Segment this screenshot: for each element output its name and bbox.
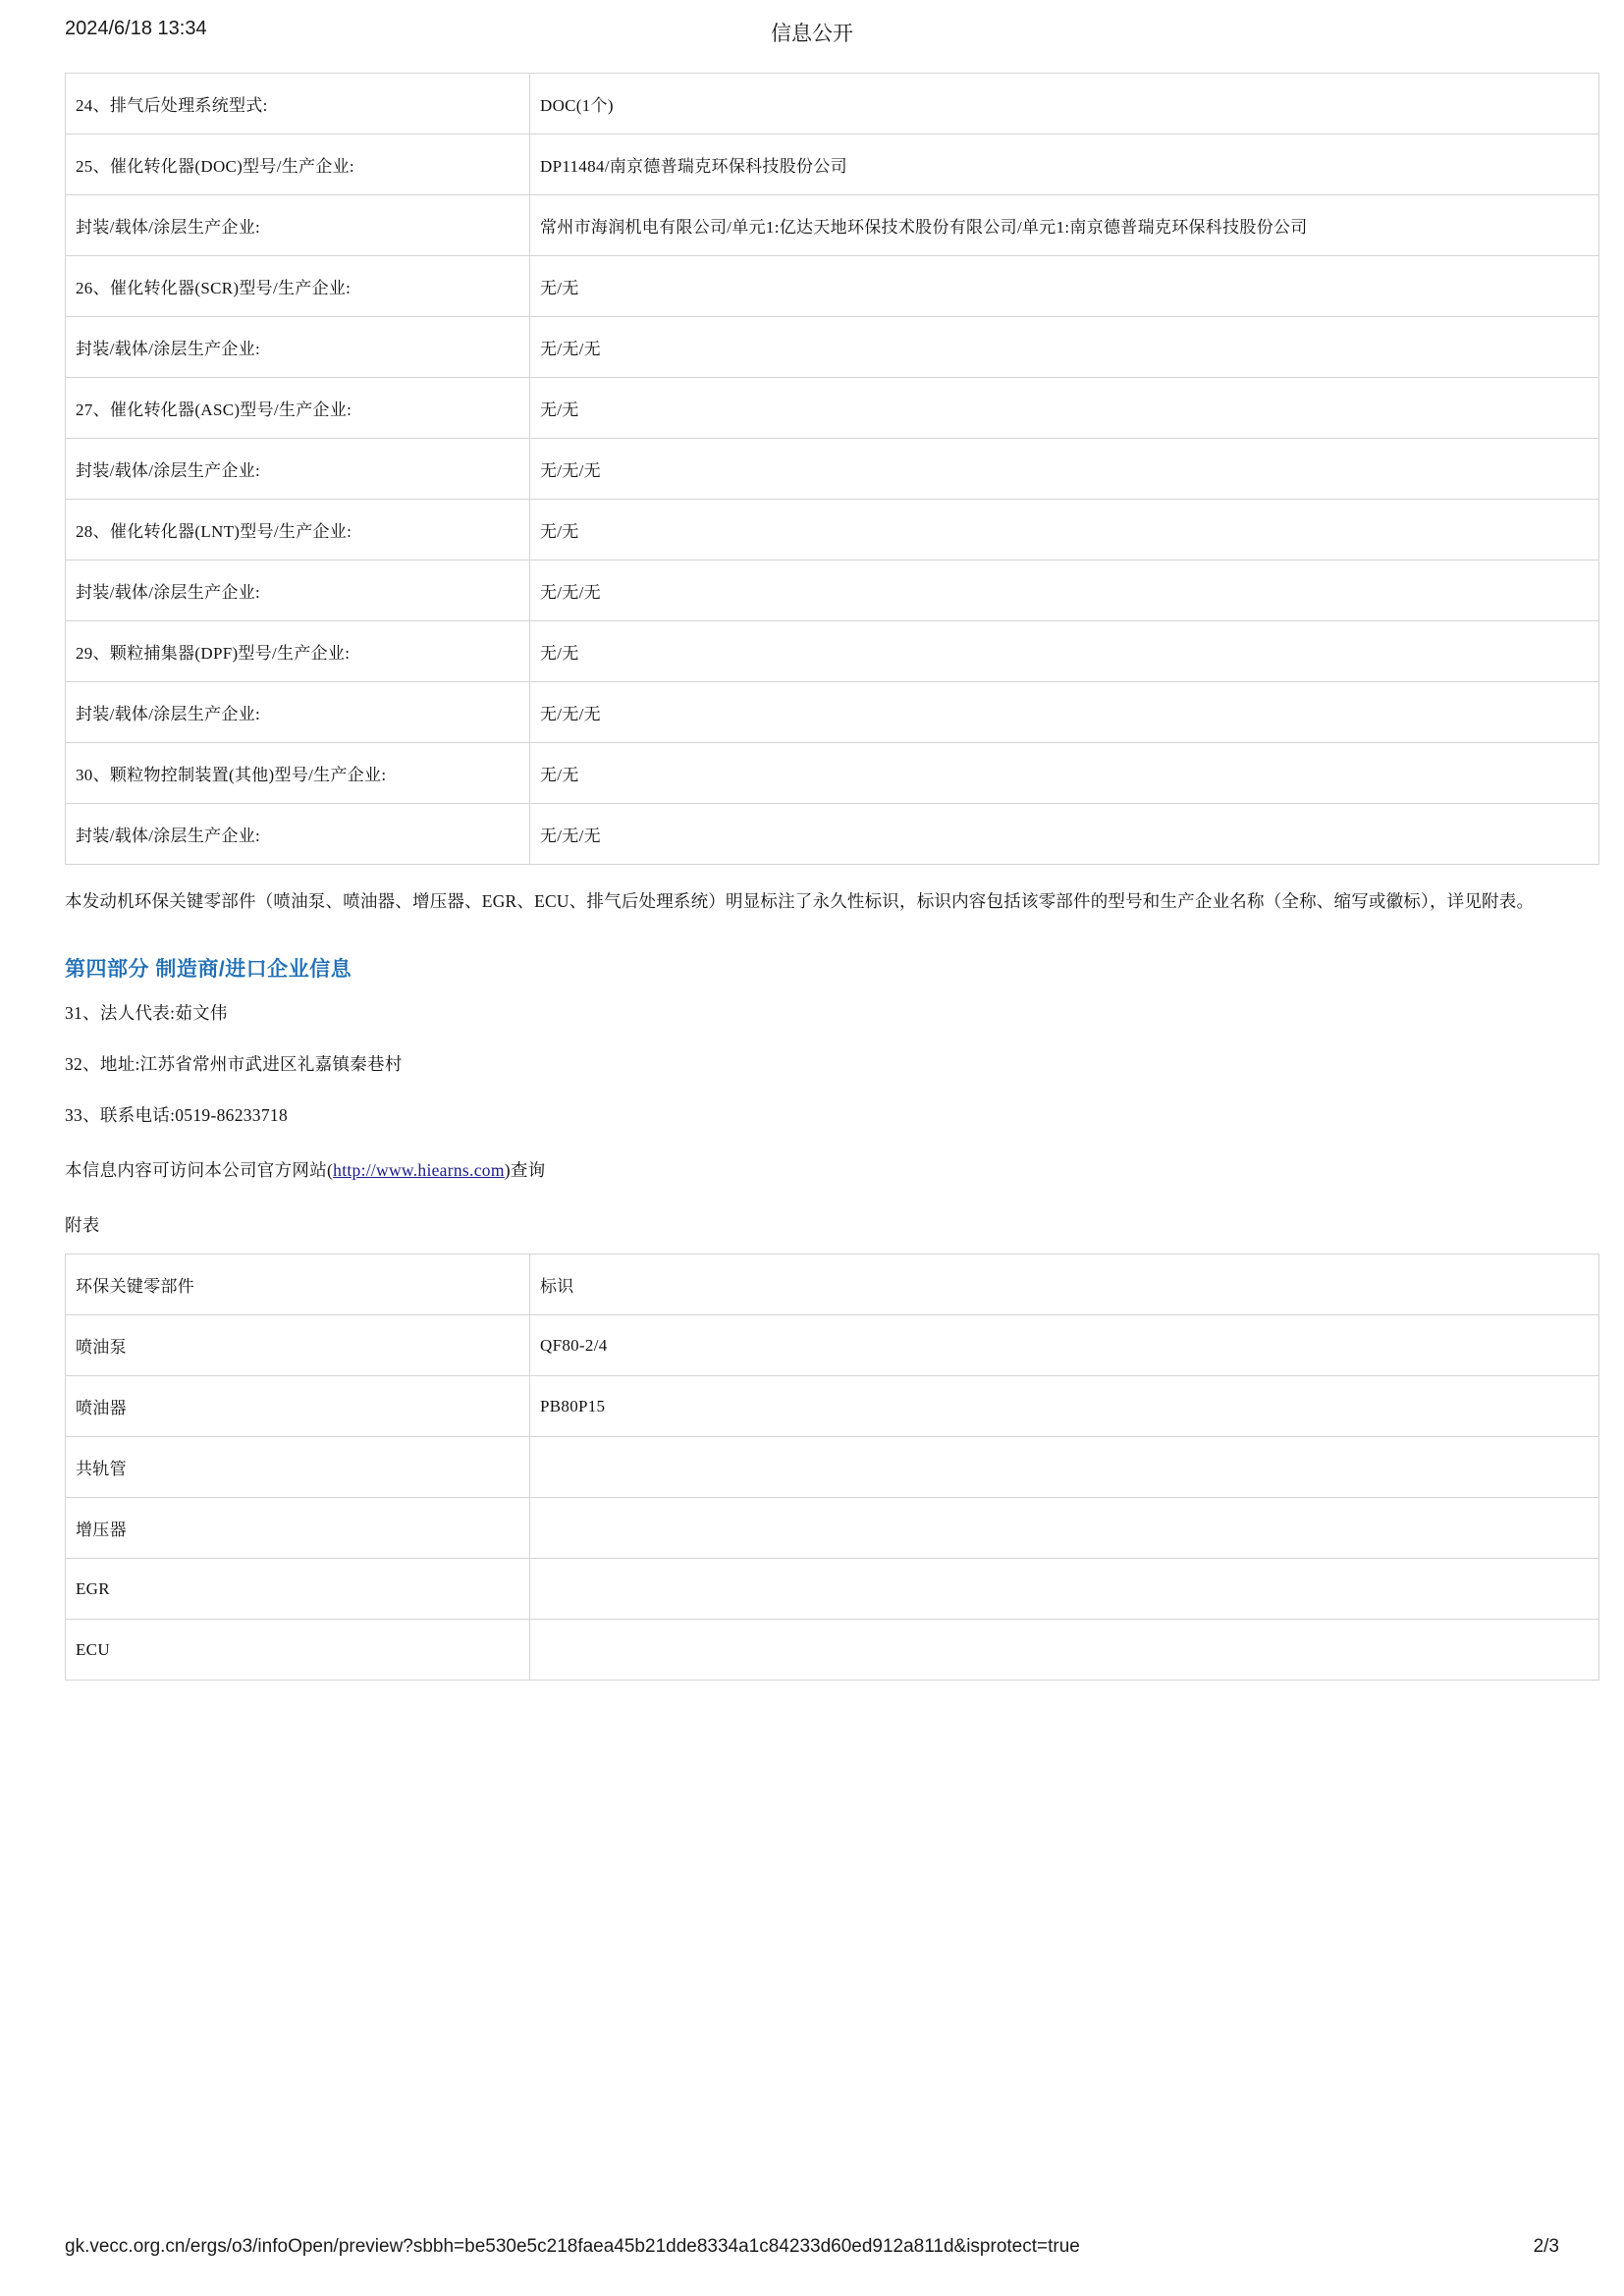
table-row xyxy=(66,1437,1599,1498)
attachment-label: 附表 xyxy=(65,1215,100,1235)
print-header xyxy=(0,18,1624,51)
row-value: 无/无/无 xyxy=(530,439,1599,500)
row-value: 无/无/无 xyxy=(530,804,1599,865)
permanent-marking-note: 本发动机环保关键零部件（喷油泵、喷油器、增压器、EGR、ECU、排气后处理系统）明显标注了永久性标识，标识内容包括该零部件的型号和生产企业名称（全称、缩写或徽标），详见附表。 xyxy=(65,891,1535,911)
row-value: 无/无 xyxy=(530,378,1599,439)
row-value: 无/无 xyxy=(530,500,1599,561)
website-note xyxy=(65,1155,1559,1185)
table-row xyxy=(66,1315,1599,1376)
row-part: ECU xyxy=(66,1620,530,1681)
address-line: 32、地址:江苏省常州市武进区礼嘉镇秦巷村 xyxy=(65,1054,403,1074)
attachment-table xyxy=(65,1254,1599,1681)
document-content xyxy=(65,73,1559,1681)
row-label: 封装/载体/涂层生产企业: xyxy=(66,561,530,621)
print-footer xyxy=(0,2236,1624,2266)
table-row xyxy=(66,1498,1599,1559)
row-part: 增压器 xyxy=(66,1498,530,1559)
row-label: 封装/载体/涂层生产企业: xyxy=(66,439,530,500)
row-label: 29、颗粒捕集器(DPF)型号/生产企业: xyxy=(66,621,530,682)
row-mark xyxy=(530,1437,1599,1498)
phone-line: 33、联系电话:0519-86233718 xyxy=(65,1105,288,1125)
column-header-mark: 标识 xyxy=(530,1255,1599,1315)
row-part: 喷油器 xyxy=(66,1376,530,1437)
company-website-link[interactable]: http://www.hiearns.com xyxy=(333,1160,505,1180)
print-header-title: 信息公开 xyxy=(771,23,853,45)
row-label: 24、排气后处理系统型式: xyxy=(66,74,530,134)
row-value: 无/无/无 xyxy=(530,317,1599,378)
row-value: 无/无 xyxy=(530,621,1599,682)
table-row xyxy=(66,378,1599,439)
legal-representative-line: 31、法人代表:茹文伟 xyxy=(65,1003,228,1023)
table-row xyxy=(66,743,1599,804)
table-header-row xyxy=(66,1255,1599,1315)
table-row xyxy=(66,500,1599,561)
row-mark xyxy=(530,1498,1599,1559)
row-mark: QF80-2/4 xyxy=(530,1315,1599,1376)
row-label: 26、催化转化器(SCR)型号/生产企业: xyxy=(66,256,530,317)
print-footer-url: gk.vecc.org.cn/ergs/o3/infoOpen/preview?sbbh=be530e5c218faea45b21dde8334a1c84233d60ed912a811d&isprotect=true xyxy=(65,2236,1080,2257)
table-row xyxy=(66,195,1599,256)
table-row xyxy=(66,74,1599,134)
table-row xyxy=(66,439,1599,500)
table-row xyxy=(66,317,1599,378)
print-footer-page: 2/3 xyxy=(1533,2236,1559,2257)
row-mark xyxy=(530,1620,1599,1681)
row-label: 30、颗粒物控制装置(其他)型号/生产企业: xyxy=(66,743,530,804)
section-title-part4: 第四部分 制造商/进口企业信息 xyxy=(65,958,352,981)
row-value: 常州市海润机电有限公司/单元1:亿达天地环保技术股份有限公司/单元1:南京德普瑞克环保科技股份公司 xyxy=(530,195,1599,256)
print-header-date: 2024/6/18 13:34 xyxy=(65,18,207,39)
table-row xyxy=(66,1376,1599,1437)
row-label: 封装/载体/涂层生产企业: xyxy=(66,682,530,743)
row-label: 封装/载体/涂层生产企业: xyxy=(66,195,530,256)
column-header-part: 环保关键零部件 xyxy=(66,1255,530,1315)
row-part: 共轨管 xyxy=(66,1437,530,1498)
row-label: 28、催化转化器(LNT)型号/生产企业: xyxy=(66,500,530,561)
row-part: 喷油泵 xyxy=(66,1315,530,1376)
row-value: 无/无/无 xyxy=(530,561,1599,621)
row-value: DP11484/南京德普瑞克环保科技股份公司 xyxy=(530,134,1599,195)
table-row xyxy=(66,256,1599,317)
website-note-suffix: )查询 xyxy=(504,1160,546,1180)
row-part: EGR xyxy=(66,1559,530,1620)
table-row xyxy=(66,134,1599,195)
row-label: 封装/载体/涂层生产企业: xyxy=(66,317,530,378)
row-label: 27、催化转化器(ASC)型号/生产企业: xyxy=(66,378,530,439)
emission-parts-table xyxy=(65,73,1599,865)
table-row xyxy=(66,682,1599,743)
row-label: 25、催化转化器(DOC)型号/生产企业: xyxy=(66,134,530,195)
row-value: 无/无 xyxy=(530,743,1599,804)
website-note-prefix: 本信息内容可访问本公司官方网站( xyxy=(65,1160,334,1180)
row-value: 无/无 xyxy=(530,256,1599,317)
table-row xyxy=(66,804,1599,865)
table-row xyxy=(66,561,1599,621)
row-label: 封装/载体/涂层生产企业: xyxy=(66,804,530,865)
row-mark xyxy=(530,1559,1599,1620)
row-mark: PB80P15 xyxy=(530,1376,1599,1437)
row-value: 无/无/无 xyxy=(530,682,1599,743)
table-row xyxy=(66,1620,1599,1681)
row-value: DOC(1个) xyxy=(530,74,1599,134)
table-row xyxy=(66,621,1599,682)
table-row xyxy=(66,1559,1599,1620)
